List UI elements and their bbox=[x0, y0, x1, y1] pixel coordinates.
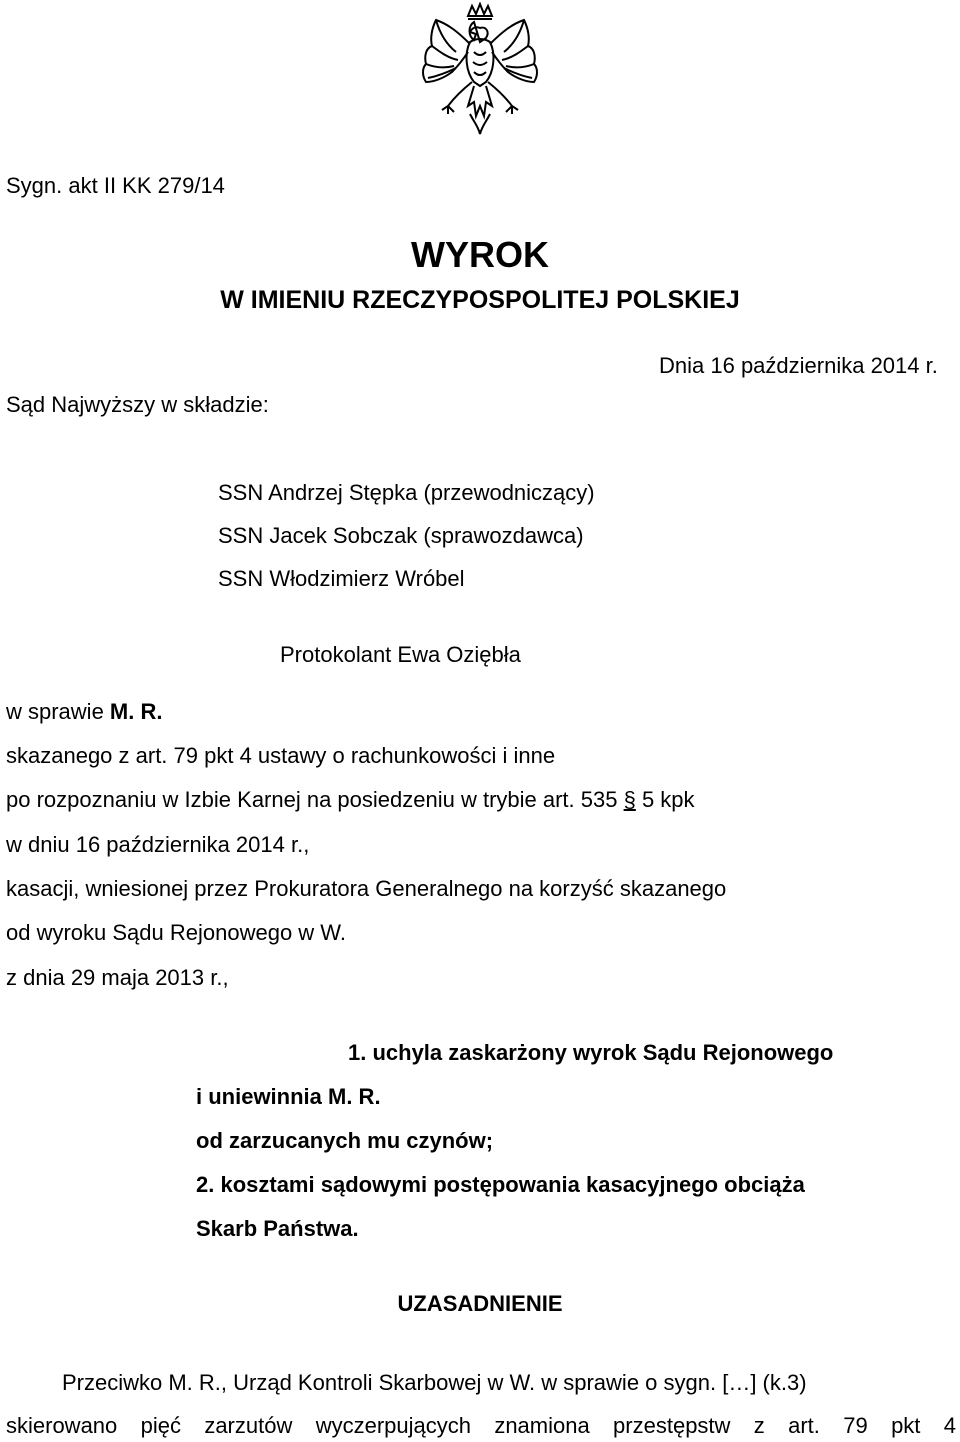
court-clerk: Protokolant Ewa Oziębła bbox=[280, 642, 521, 667]
procedure-text-b: 5 kpk bbox=[635, 787, 695, 812]
document-subtitle: W IMIENIU RZECZYPOSPOLITEJ POLSKIEJ bbox=[220, 286, 740, 314]
judge-rapporteur: SSN Jacek Sobczak (sprawozdawca) bbox=[218, 523, 584, 548]
justification-line-2: skierowano pięć zarzutów wyczerpujących znamiona przestępstw z art. 79 pkt 4 bbox=[6, 1413, 956, 1438]
document-title: WYROK bbox=[411, 234, 549, 275]
lower-court-line: od wyroku Sądu Rejonowego w W. bbox=[6, 920, 346, 945]
conviction-line: skazanego z art. 79 pkt 4 ustawy o rachunkowości i inne bbox=[6, 743, 556, 768]
judge-presiding: SSN Andrzej Stępka (przewodniczący) bbox=[218, 480, 595, 505]
ruling-item-1b: i uniewinnia M. R. bbox=[196, 1084, 381, 1109]
defendant-name: M. R. bbox=[109, 699, 163, 724]
paragraph-sign: § bbox=[623, 787, 636, 812]
ruling-item-2a: 2. kosztami sądowymi postępowania kasacyjnego obciąża bbox=[196, 1172, 805, 1197]
lower-court-date-line: z dnia 29 maja 2013 r., bbox=[6, 965, 229, 990]
judgment-date: Dnia 16 października 2014 r. bbox=[659, 353, 938, 378]
ruling-item-2b: Skarb Państwa. bbox=[196, 1216, 359, 1241]
court-composition-label: Sąd Najwyższy w składzie: bbox=[6, 392, 269, 417]
ruling-item-1a: 1. uchyla zaskarżony wyrok Sądu Rejonowego bbox=[348, 1040, 834, 1065]
in-case-prefix: w sprawie bbox=[6, 699, 110, 724]
procedure-line bbox=[6, 787, 695, 813]
case-party-line bbox=[6, 699, 162, 725]
justification-heading: UZASADNIENIE bbox=[397, 1291, 563, 1316]
polish-eagle-emblem-icon bbox=[418, 2, 542, 136]
ruling-item-1c: od zarzucanych mu czynów; bbox=[196, 1128, 494, 1153]
justification-line-1: Przeciwko M. R., Urząd Kontroli Skarbowej w W. w sprawie o sygn. […] (k.3) bbox=[62, 1370, 807, 1395]
appeal-line: kasacji, wniesionej przez Prokuratora Generalnego na korzyść skazanego bbox=[6, 876, 727, 901]
procedure-text-a: po rozpoznaniu w Izbie Karnej na posiedzeniu w trybie art. 535 bbox=[6, 787, 624, 812]
case-signature: Sygn. akt II KK 279/14 bbox=[6, 173, 225, 198]
judge-member: SSN Włodzimierz Wróbel bbox=[218, 566, 465, 591]
hearing-date-line: w dniu 16 października 2014 r., bbox=[6, 832, 310, 857]
